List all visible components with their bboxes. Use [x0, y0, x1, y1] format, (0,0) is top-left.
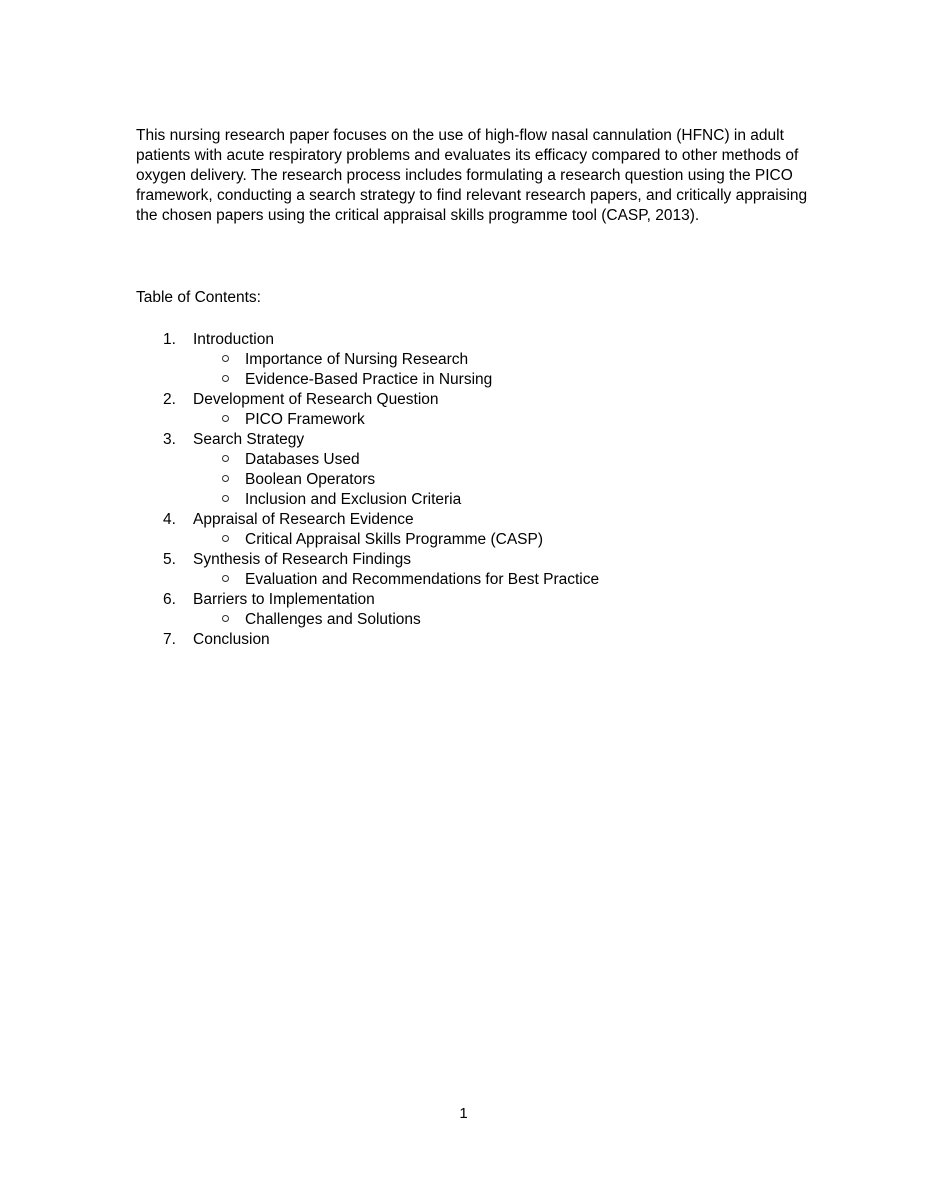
- bullet-icon: [222, 470, 245, 490]
- toc-subitem-label: Inclusion and Exclusion Criteria: [245, 491, 462, 508]
- toc-subitem-label: Critical Appraisal Skills Programme (CASP): [245, 531, 544, 548]
- toc-item-label: Synthesis of Research Findings: [193, 551, 411, 568]
- toc-item-level2: [136, 470, 808, 490]
- toc-item-number: 5.: [163, 551, 176, 568]
- toc-item-level2: [136, 350, 808, 370]
- toc-subitem-label: Challenges and Solutions: [245, 611, 421, 628]
- toc-item-label: Search Strategy: [193, 431, 305, 448]
- toc-item-level2: [136, 530, 808, 550]
- toc-heading: Table of Contents:: [136, 289, 261, 306]
- toc-subitem-label: PICO Framework: [245, 411, 365, 428]
- toc-subitem-label: Boolean Operators: [245, 471, 376, 488]
- toc-item-level1: [136, 330, 808, 350]
- toc-list: [136, 330, 808, 650]
- bullet-icon: [222, 350, 245, 370]
- toc-item-number: 4.: [163, 511, 176, 528]
- toc-item-level1: [136, 390, 808, 410]
- toc-item-level1: [136, 630, 808, 650]
- toc-item-number: 7.: [163, 631, 176, 648]
- toc-item-number: 6.: [163, 591, 176, 608]
- toc-item-number: 1.: [163, 331, 176, 348]
- toc-subitem-label: Evaluation and Recommendations for Best Practice: [245, 571, 600, 588]
- bullet-icon: [222, 530, 245, 550]
- toc-item-level2: [136, 610, 808, 630]
- toc-item-label: Barriers to Implementation: [193, 591, 375, 608]
- bullet-icon: [222, 370, 245, 390]
- bullet-icon: [222, 570, 245, 590]
- bullet-icon: [222, 490, 245, 510]
- page-number: 1: [459, 1105, 468, 1122]
- toc-item-number: 2.: [163, 391, 176, 408]
- toc-item-label: Development of Research Question: [193, 391, 439, 408]
- toc-item-level2: [136, 370, 808, 390]
- toc-item-level2: [136, 570, 808, 590]
- toc-item-label: Conclusion: [193, 631, 270, 648]
- bullet-icon: [222, 610, 245, 630]
- toc-item-level2: [136, 490, 808, 510]
- intro-paragraph: This nursing research paper focuses on the use of high-flow nasal cannulation (HFNC) in adult patients with acute respiratory problems and evaluates its efficacy compared to other methods of oxygen delivery. The research process includes formulating a research question using the PICO framework, conducting a search strategy to find relevant research papers, and critically appraising the chosen papers using the critical appraisal skills programme tool (CASP, 2013).: [136, 126, 808, 224]
- toc-item-level1: [136, 430, 808, 450]
- toc-item-level1: [136, 550, 808, 570]
- toc-item-number: 3.: [163, 431, 176, 448]
- toc-subitem-label: Databases Used: [245, 451, 360, 468]
- toc-subitem-label: Importance of Nursing Research: [245, 351, 469, 368]
- toc-item-level1: [136, 590, 808, 610]
- toc-item-level2: [136, 450, 808, 470]
- toc-item-level2: [136, 410, 808, 430]
- toc-item-level1: [136, 510, 808, 530]
- bullet-icon: [222, 450, 245, 470]
- toc-item-label: Appraisal of Research Evidence: [193, 511, 414, 528]
- toc-item-label: Introduction: [193, 331, 274, 348]
- bullet-icon: [222, 410, 245, 430]
- toc-subitem-label: Evidence-Based Practice in Nursing: [245, 371, 493, 388]
